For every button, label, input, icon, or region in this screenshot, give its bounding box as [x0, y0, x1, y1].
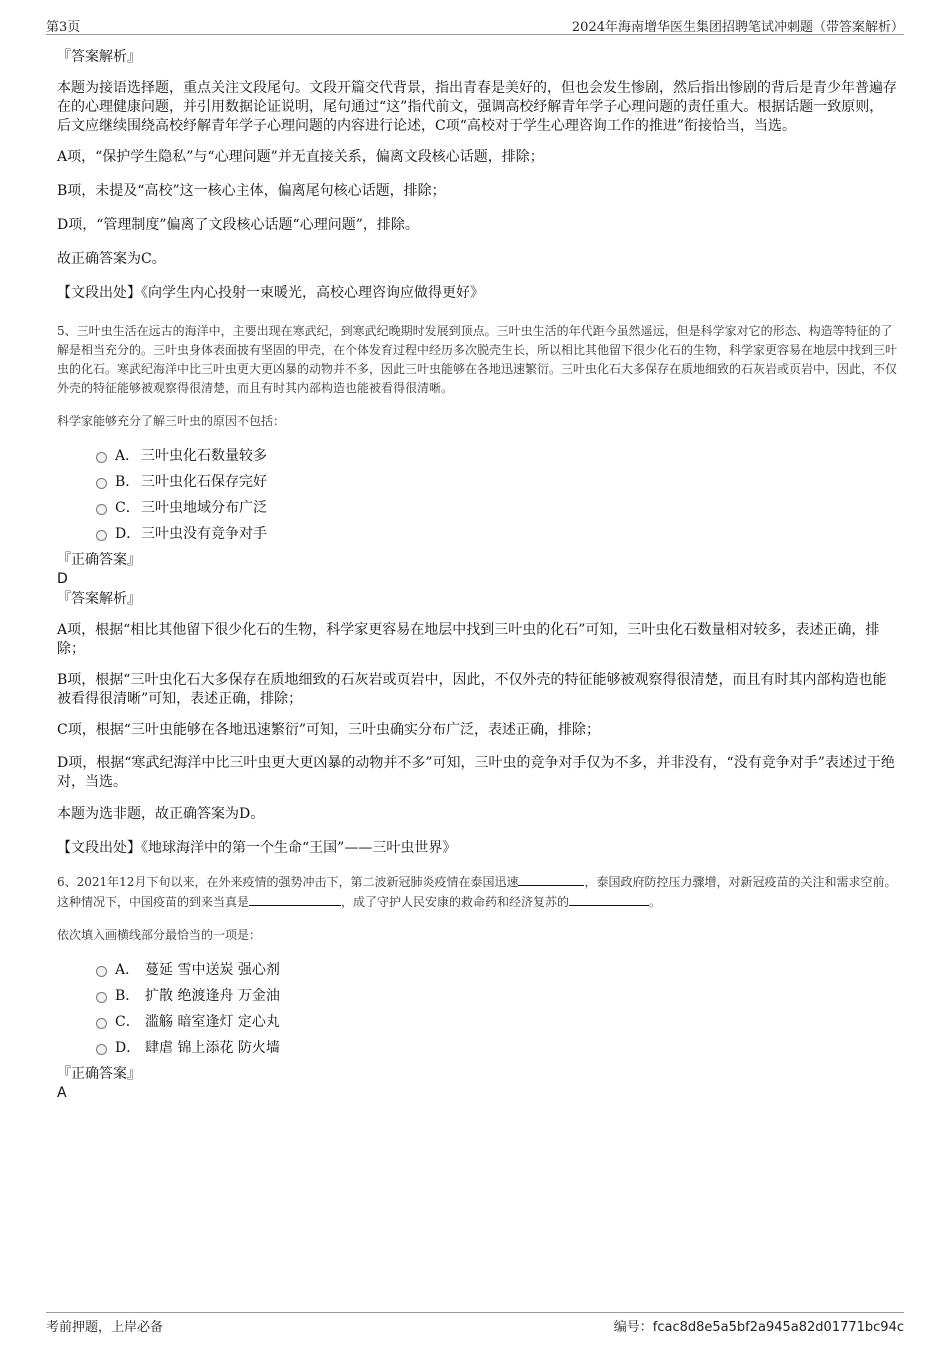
option-b[interactable]: B． 三叶虫化石保存完好	[57, 469, 897, 495]
option-d[interactable]: D． 肆虐 锦上添花 防火墙	[57, 1035, 897, 1061]
page-number: 第3页	[46, 20, 81, 35]
radio-icon[interactable]	[96, 1044, 107, 1055]
passage-source: 【文段出处】《向学生内心投射一束暖光，高校心理咨询应做得更好》	[57, 285, 484, 301]
analysis-label: 『答案解析』	[57, 591, 141, 607]
blank-3	[569, 892, 649, 906]
correct-answer-label: 『正确答案』	[57, 1066, 141, 1082]
question-6-text: 6、2021年12月下旬以来，在外来疫情的强势冲击下，第二波新冠肺炎疫情在泰国迅速 ，泰国政府防控压力骤增，对新冠疫苗的关注和需求空前。这种情况下，中国疫苗的到来当真是 ，成了守护人民安康的救命药和经济复苏的 。	[57, 872, 897, 912]
radio-icon[interactable]	[96, 1018, 107, 1029]
option-b[interactable]: B． 扩散 绝渡逢舟 万金油	[57, 983, 897, 1009]
option-c[interactable]: C． 滥觞 暗室逢灯 定心丸	[57, 1009, 897, 1035]
document-body	[57, 48, 897, 1102]
footer-slogan: 考前押题，上岸必备	[46, 1320, 164, 1335]
option-d[interactable]: D．三叶虫没有竞争对手	[57, 521, 897, 547]
radio-icon[interactable]	[96, 478, 107, 489]
question-6-options	[57, 957, 897, 1061]
page-header	[46, 14, 904, 35]
passage-source: 【文段出处】《地球海洋中的第一个生命“王国”——三叶虫世界》	[57, 840, 457, 856]
analysis-option-a: A项，根据“相比其他留下很少化石的生物，科学家更容易在地层中找到三叶虫的化石”可知，三叶虫化石数量相对较多，表述正确，排除；	[57, 622, 880, 657]
blank-1	[518, 872, 584, 886]
analysis-option-c: C项，根据“三叶虫能够在各地迅速繁衍”可知，三叶虫确实分布广泛，表述正确，排除；	[57, 722, 601, 738]
question-5-prompt: 科学家能够充分了解三叶虫的原因不包括：	[57, 414, 286, 428]
correct-answer-label: 『正确答案』	[57, 552, 141, 568]
option-c[interactable]: C．三叶虫地域分布广泛	[57, 495, 897, 521]
radio-icon[interactable]	[96, 504, 107, 515]
option-a[interactable]: A． 蔓延 雪中送炭 强心剂	[57, 957, 897, 983]
analysis-option-a: A项，“保护学生隐私”与“心理问题”并无直接关系，偏离文段核心话题，排除；	[57, 149, 544, 165]
radio-icon[interactable]	[96, 452, 107, 463]
question-5-options	[57, 443, 897, 547]
document-code: 编号：fcac8d8e5a5bf2a945a82d01771bc94c	[613, 1320, 904, 1335]
radio-icon[interactable]	[96, 530, 107, 541]
document-title: 2024年海南增华医生集团招聘笔试冲刺题（带答案解析）	[571, 20, 904, 35]
page-footer	[46, 1312, 904, 1335]
question-6-prompt: 依次填入画横线部分最恰当的一项是：	[57, 928, 262, 942]
analysis-option-b: B项，根据“三叶虫化石大多保存在质地细致的石灰岩或页岩中，因此，不仅外壳的特征能够被观察得很清楚，而且有时其内部构造也能被看得很清晰”可知，表述正确，排除；	[57, 672, 887, 707]
analysis-option-b: B项，未提及“高校”这一核心主体，偏离尾句核心话题，排除；	[57, 183, 446, 199]
analysis-option-d: D项，根据“寒武纪海洋中比三叶虫更大更凶暴的动物并不多”可知，三叶虫的竞争对手仅为不多，并非没有，“没有竞争对手”表述过于绝对，当选。	[57, 755, 895, 790]
analysis-conclusion: 故正确答案为C。	[57, 251, 166, 267]
analysis-option-d: D项，“管理制度”偏离了文段核心话题“心理问题”，排除。	[57, 217, 419, 233]
correct-answer: A	[57, 1085, 67, 1101]
analysis-label: 『答案解析』	[57, 49, 141, 65]
radio-icon[interactable]	[96, 966, 107, 977]
question-5-text: 5、三叶虫生活在远古的海洋中，主要出现在寒武纪，到寒武纪晚期时发展到顶点。三叶虫生活的年代距今虽然遥远，但是科学家对它的形态、构造等特征的了解是相当充分的。三叶虫身体表面披有坚固的甲壳，在个体发育过程中经历多次脱壳生长，所以相比其他留下很少化石的生物，科学家更容易在地层中找到三叶虫的化石。寒武纪海洋中比三叶虫更大更凶暴的动物并不多，因此三叶虫能够在各地迅速繁衍。三叶虫化石大多保存在质地细致的石灰岩或页岩中，因此，不仅外壳的特征能够被观察得很清楚，而且有时其内部构造也能被看得很清晰。	[57, 324, 898, 395]
analysis-conclusion: 本题为选非题，故正确答案为D。	[57, 806, 265, 822]
radio-icon[interactable]	[96, 992, 107, 1003]
analysis-text: 本题为接语选择题，重点关注文段尾句。文段开篇交代背景，指出青春是美好的，但也会发生惨剧，然后指出惨剧的背后是青少年普遍存在的心理健康问题，并引用数据论证说明，尾句通过“这”指代前文，强调高校纾解青年学子心理问题的责任重大。根据话题一致原则，后文应继续围绕高校纾解青年学子心理问题的内容进行论述，C项“高校对于学生心理咨询工作的推进”衔接恰当，当选。	[57, 80, 897, 134]
blank-2	[249, 892, 341, 906]
correct-answer: D	[57, 571, 68, 587]
option-a[interactable]: A． 三叶虫化石数量较多	[57, 443, 897, 469]
